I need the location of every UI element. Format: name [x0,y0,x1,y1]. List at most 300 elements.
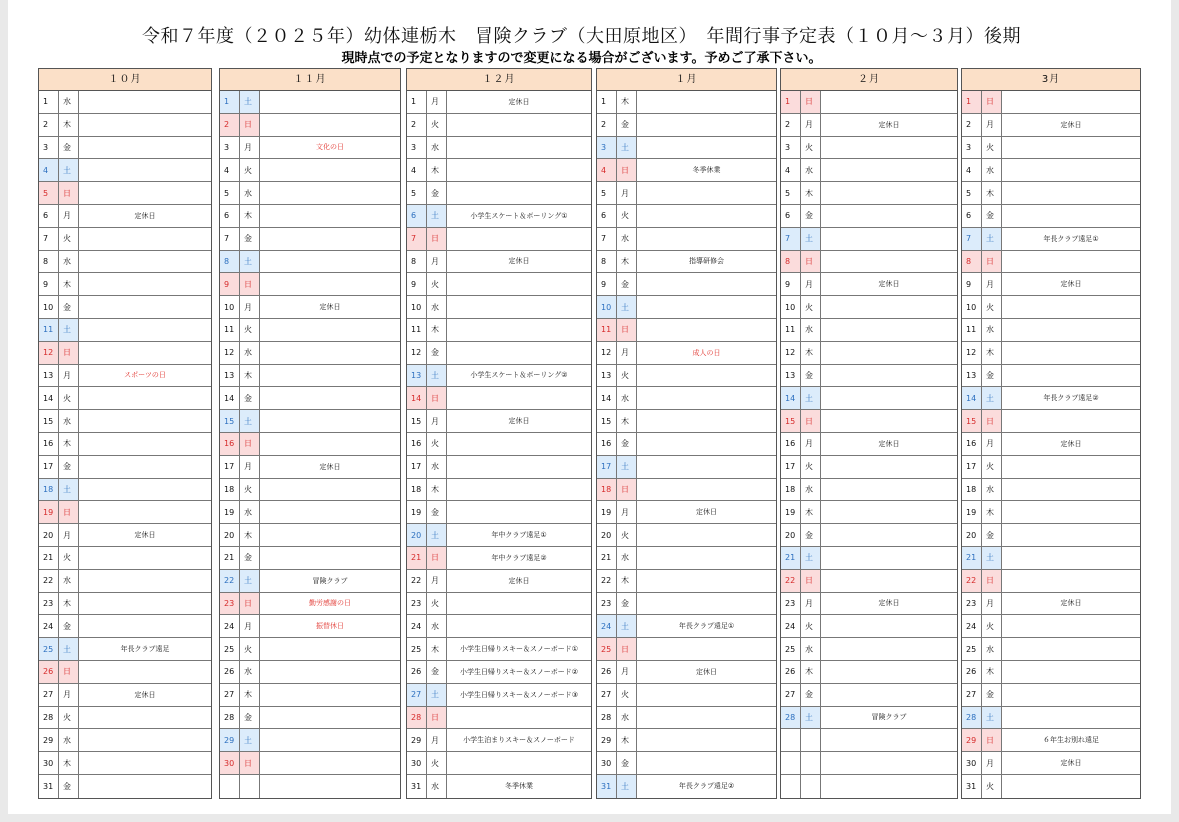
event-cell: 小学生日帰りスキー＆スノーボード③ [447,684,591,707]
weekday: 月 [801,593,821,616]
day-number: 30 [407,752,427,775]
weekday: 月 [427,251,447,274]
day-number: 7 [407,228,427,251]
day-number: 19 [597,501,617,524]
event-cell [637,638,776,661]
weekday: 月 [59,205,79,228]
notice-subtitle: 現時点での予定となりますので変更になる場合がございます。予めご了承下さい。 [341,51,822,66]
weekday: 土 [801,228,821,251]
day-number: 9 [39,273,59,296]
day-number: 16 [781,433,801,456]
day-number: 21 [39,547,59,570]
event-cell [637,296,776,319]
weekday: 土 [240,729,260,752]
weekday: 火 [240,638,260,661]
event-cell [260,752,400,775]
event-cell [260,524,400,547]
event-cell [637,456,776,479]
day-number: 23 [597,593,617,616]
day-number: 13 [407,365,427,388]
day-number: 1 [407,91,427,114]
weekday: 土 [240,251,260,274]
event-cell [447,707,591,730]
weekday: 火 [617,205,637,228]
day-number: 21 [962,547,982,570]
weekday: 土 [59,479,79,502]
weekday: 水 [982,159,1002,182]
day-number: 6 [597,205,617,228]
day-number: 3 [597,137,617,160]
day-number: 27 [781,684,801,707]
weekday: 水 [617,387,637,410]
weekday: 火 [59,547,79,570]
weekday: 日 [427,387,447,410]
day-number: 25 [597,638,617,661]
day-number: 13 [781,365,801,388]
event-cell [260,182,400,205]
day-number: 13 [597,365,617,388]
weekday: 木 [59,593,79,616]
day-number: 14 [962,387,982,410]
weekday: 日 [982,251,1002,274]
weekday: 木 [982,342,1002,365]
event-cell [260,251,400,274]
event-cell [260,205,400,228]
day-number: 6 [220,205,240,228]
event-cell [79,479,211,502]
event-cell [79,752,211,775]
day-number: 2 [781,114,801,137]
day-number: 9 [407,273,427,296]
day-number: 25 [39,638,59,661]
day-number: 31 [407,775,427,798]
day-number: 9 [962,273,982,296]
weekday: 月 [59,684,79,707]
event-cell: 冬季休業 [637,159,776,182]
event-cell: 振替休日 [260,615,400,638]
event-cell [1002,570,1140,593]
day-number: 16 [220,433,240,456]
event-cell [1002,456,1140,479]
event-cell [447,387,591,410]
event-cell [79,410,211,433]
day-number [220,775,240,798]
event-cell [79,570,211,593]
event-cell [821,365,957,388]
weekday: 日 [59,661,79,684]
weekday: 金 [801,684,821,707]
weekday: 木 [617,729,637,752]
weekday: 木 [982,501,1002,524]
event-cell [1002,501,1140,524]
weekday: 水 [617,228,637,251]
weekday: 日 [240,273,260,296]
day-number: 19 [407,501,427,524]
day-number: 4 [962,159,982,182]
day-number: 22 [220,570,240,593]
weekday: 土 [427,524,447,547]
day-number: 10 [407,296,427,319]
day-number: 7 [597,228,617,251]
event-cell [821,251,957,274]
event-cell: 年長クラブ遠足① [1002,228,1140,251]
day-number: 14 [39,387,59,410]
weekday: 月 [982,752,1002,775]
month-column-6 [961,68,1141,799]
weekday: 火 [982,137,1002,160]
event-cell [447,342,591,365]
weekday: 月 [617,342,637,365]
weekday: 火 [427,593,447,616]
day-number: 19 [220,501,240,524]
day-number: 28 [781,707,801,730]
weekday: 月 [240,296,260,319]
event-cell [260,342,400,365]
event-cell [79,593,211,616]
day-number: 15 [39,410,59,433]
event-cell: 冒険クラブ [260,570,400,593]
event-cell [79,547,211,570]
weekday: 水 [59,410,79,433]
event-cell [447,479,591,502]
event-cell [1002,775,1140,798]
weekday [240,775,260,798]
weekday: 土 [801,707,821,730]
day-number: 29 [407,729,427,752]
weekday: 日 [59,182,79,205]
event-cell: 定休日 [637,501,776,524]
weekday: 月 [982,273,1002,296]
day-number: 30 [220,752,240,775]
event-cell [821,661,957,684]
day-number: 18 [597,479,617,502]
day-number: 26 [962,661,982,684]
day-number: 20 [407,524,427,547]
weekday: 土 [801,547,821,570]
weekday: 日 [427,228,447,251]
weekday: 日 [801,570,821,593]
month-header: １月 [597,69,776,91]
event-cell [260,707,400,730]
weekday: 水 [427,296,447,319]
weekday: 水 [427,615,447,638]
day-number: 28 [220,707,240,730]
event-cell: 小学生泊まりスキー＆スノーボード [447,729,591,752]
day-number [781,775,801,798]
day-number: 8 [962,251,982,274]
month-column-2 [219,68,401,799]
day-number: 30 [962,752,982,775]
event-cell [79,615,211,638]
event-cell [637,114,776,137]
event-cell [79,501,211,524]
weekday: 木 [982,182,1002,205]
event-cell: 定休日 [821,273,957,296]
weekday: 木 [427,319,447,342]
event-cell: 冬季休業 [505,782,533,791]
weekday: 日 [982,729,1002,752]
weekday: 金 [59,137,79,160]
event-cell [260,159,400,182]
day-number: 5 [962,182,982,205]
event-cell: 定休日 [260,456,400,479]
weekday: 月 [240,137,260,160]
day-number: 23 [962,593,982,616]
weekday: 土 [59,159,79,182]
weekday: 火 [617,684,637,707]
weekday: 月 [801,273,821,296]
event-cell: 年長クラブ遠足② [1002,387,1140,410]
weekday: 金 [617,433,637,456]
day-number: 19 [962,501,982,524]
event-cell [1002,182,1140,205]
weekday: 金 [427,661,447,684]
event-cell [821,159,957,182]
day-number: 2 [220,114,240,137]
weekday: 金 [982,684,1002,707]
day-number: 15 [220,410,240,433]
month-column-3 [406,68,592,799]
day-grid [781,91,957,798]
event-cell [79,228,211,251]
event-cell [79,433,211,456]
month-header: １１月 [220,69,400,91]
weekday [801,729,821,752]
day-number: 9 [220,273,240,296]
day-number: 30 [597,752,617,775]
day-number: 29 [597,729,617,752]
weekday: 土 [982,707,1002,730]
weekday: 水 [982,319,1002,342]
day-grid [220,91,400,798]
day-number: 31 [39,775,59,798]
day-number: 4 [781,159,801,182]
weekday: 月 [617,501,637,524]
weekday: 月 [982,433,1002,456]
weekday: 月 [240,615,260,638]
event-cell [821,342,957,365]
weekday: 木 [59,752,79,775]
weekday: 日 [427,547,447,570]
event-cell [637,91,776,114]
day-number: 13 [220,365,240,388]
day-number: 16 [597,433,617,456]
weekday: 火 [240,319,260,342]
event-cell [637,365,776,388]
event-cell [447,137,591,160]
event-cell [1002,319,1140,342]
event-cell [260,91,400,114]
event-cell [79,273,211,296]
event-cell [637,752,776,775]
weekday: 金 [982,205,1002,228]
day-number: 31 [962,775,982,798]
weekday: 水 [427,775,447,798]
day-number: 3 [962,137,982,160]
day-number: 29 [220,729,240,752]
event-cell [447,593,591,616]
event-cell: 定休日 [260,296,400,319]
event-cell [1002,342,1140,365]
day-number: 2 [597,114,617,137]
day-number: 12 [962,342,982,365]
weekday: 日 [240,114,260,137]
day-number [781,729,801,752]
weekday: 水 [801,159,821,182]
event-cell [821,137,957,160]
weekday: 土 [617,456,637,479]
weekday: 金 [617,593,637,616]
day-number: 11 [962,319,982,342]
weekday: 水 [982,638,1002,661]
day-number: 17 [962,456,982,479]
event-cell [260,410,400,433]
event-cell [79,296,211,319]
weekday: 木 [617,410,637,433]
event-cell [1002,159,1140,182]
day-number: 16 [39,433,59,456]
day-number: 8 [220,251,240,274]
weekday: 水 [427,456,447,479]
day-number: 24 [781,615,801,638]
event-cell [637,524,776,547]
weekday: 水 [240,501,260,524]
day-number: 12 [39,342,59,365]
weekday: 水 [617,707,637,730]
event-cell: 定休日 [821,114,957,137]
day-number: 23 [407,593,427,616]
event-cell [1002,638,1140,661]
day-number: 26 [781,661,801,684]
day-number: 22 [39,570,59,593]
weekday: 日 [982,91,1002,114]
day-number: 24 [39,615,59,638]
weekday: 火 [617,365,637,388]
event-cell [260,319,400,342]
event-cell [821,775,957,798]
event-cell [821,228,957,251]
weekday: 土 [801,387,821,410]
event-cell [79,319,211,342]
event-cell [260,387,400,410]
weekday: 土 [982,387,1002,410]
event-cell [821,638,957,661]
day-number: 26 [39,661,59,684]
weekday [801,775,821,798]
weekday: 金 [617,273,637,296]
day-number: 4 [220,159,240,182]
event-cell [79,91,211,114]
day-number: 8 [39,251,59,274]
event-cell [447,433,591,456]
event-cell [447,273,591,296]
month-header: １２月 [407,69,591,91]
event-cell: 定休日 [821,593,957,616]
event-cell [637,433,776,456]
weekday: 月 [427,729,447,752]
event-cell [447,752,591,775]
day-number: 15 [781,410,801,433]
day-number: 22 [407,570,427,593]
event-cell [637,273,776,296]
event-cell: 定休日 [79,684,211,707]
month-column-5 [780,68,958,799]
day-number: 1 [220,91,240,114]
day-number: 5 [407,182,427,205]
day-number: 27 [407,684,427,707]
weekday: 土 [427,205,447,228]
event-cell [79,456,211,479]
day-grid [407,91,591,798]
weekday: 火 [240,159,260,182]
event-cell [821,752,957,775]
weekday: 金 [427,182,447,205]
event-cell [821,387,957,410]
event-cell: 定休日 [1002,752,1140,775]
weekday: 日 [801,91,821,114]
weekday: 金 [59,615,79,638]
event-cell [1002,251,1140,274]
day-number: 3 [781,137,801,160]
event-cell [821,501,957,524]
day-number: 30 [39,752,59,775]
event-cell: 指導研修会 [637,251,776,274]
day-grid [39,91,211,798]
day-number: 20 [597,524,617,547]
event-cell [447,159,591,182]
weekday: 火 [427,433,447,456]
event-cell [821,319,957,342]
weekday: 土 [59,319,79,342]
day-number: 21 [597,547,617,570]
weekday: 日 [801,251,821,274]
day-number: 1 [39,91,59,114]
weekday: 木 [617,570,637,593]
weekday: 火 [427,752,447,775]
event-cell [821,296,957,319]
day-number: 2 [39,114,59,137]
event-cell [260,661,400,684]
day-number: 10 [597,296,617,319]
day-number: 17 [39,456,59,479]
event-cell [79,137,211,160]
event-cell [821,615,957,638]
weekday: 金 [427,342,447,365]
weekday: 水 [240,661,260,684]
day-number: 14 [597,387,617,410]
event-cell [1002,547,1140,570]
weekday: 水 [59,729,79,752]
day-number: 14 [781,387,801,410]
event-cell [260,729,400,752]
weekday: 土 [240,570,260,593]
weekday: 日 [240,752,260,775]
day-number: 26 [220,661,240,684]
weekday: 木 [240,524,260,547]
day-number: 15 [962,410,982,433]
day-number: 4 [39,159,59,182]
event-cell [79,661,211,684]
day-number: 12 [597,342,617,365]
day-number: 23 [39,593,59,616]
day-number: 28 [39,707,59,730]
weekday: 火 [801,296,821,319]
event-cell [637,547,776,570]
weekday: 木 [617,91,637,114]
weekday: 日 [59,342,79,365]
event-cell [637,479,776,502]
day-number: 6 [781,205,801,228]
